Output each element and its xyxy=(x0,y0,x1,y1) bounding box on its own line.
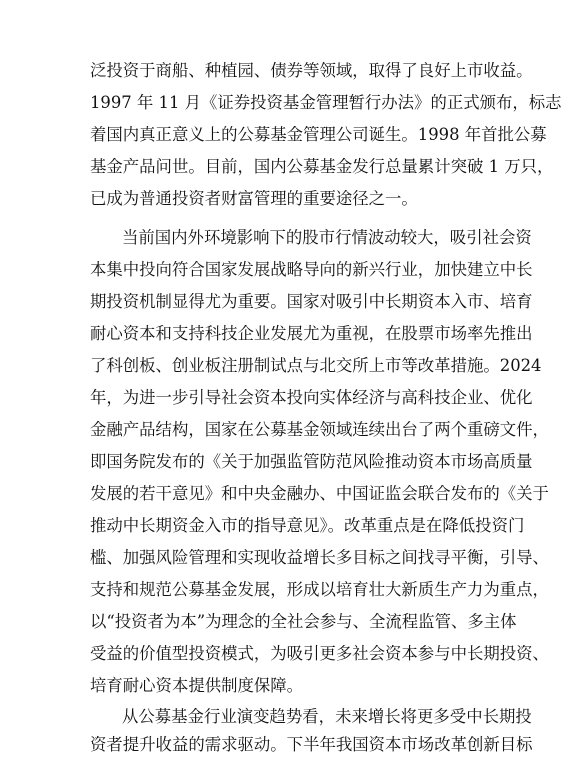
paragraph-line: 年，为进一步引导社会资本投向实体经济与高科技企业、优化 xyxy=(90,388,533,407)
paragraph-line: 当前国内外环境影响下的股市行情波动较大，吸引社会资 xyxy=(122,228,532,247)
paragraph-line: 期投资机制显得尤为重要。国家对吸引中长期资本入市、培育 xyxy=(90,292,533,311)
paragraph-line: 从公募基金行业演变趋势看，未来增长将更多受中长期投 xyxy=(122,707,532,726)
paragraph-line: 受益的价值型投资模式，为吸引更多社会资本参与中长期投资、 xyxy=(90,644,549,663)
paragraph-line: 1997 年 11 月《证券投资基金管理暂行办法》的正式颁布，标志 xyxy=(90,93,562,112)
paragraph-line: 槛、加强风险管理和实现收益增长多目标之间找寻平衡，引导、 xyxy=(90,548,549,567)
paragraph-line: 本集中投向符合国家发展战略导向的新兴行业，加快建立中长 xyxy=(90,260,533,279)
paragraph-line: 支持和规范公募基金发展，形成以培育壮大新质生产力为重点， xyxy=(90,580,549,599)
paragraph-line: 以“投资者为本”为理念的全社会参与、全流程监管、多主体 xyxy=(90,612,517,631)
paragraph-line: 推动中长期资金入市的指导意见》。改革重点是在降低投资门 xyxy=(90,516,525,535)
paragraph-line: 耐心资本和支持科技企业发展尤为重视，在股票市场率先推出 xyxy=(90,324,533,343)
paragraph-line: 即国务院发布的《关于加强监管防范风险推动资本市场高质量 xyxy=(90,452,533,471)
paragraph-line: 着国内真正意义上的公募基金管理公司诞生。1998 年首批公募 xyxy=(90,125,547,144)
paragraph-line: 发展的若干意见》和中央金融办、中国证监会联合发布的《关于 xyxy=(90,484,549,503)
paragraph-line: 培育耐心资本提供制度保障。 xyxy=(90,676,304,695)
paragraph-line: 金融产品结构，国家在公募基金领域连续出台了两个重磅文件， xyxy=(90,420,549,439)
paragraph-line: 泛投资于商船、种植园、债券等领域，取得了良好上市收益。 xyxy=(90,61,533,80)
paragraph-line: 了科创板、创业板注册制试点与北交所上市等改革措施。2024 xyxy=(90,356,542,375)
paragraph-line: 已成为普通投资者财富管理的重要途径之一。 xyxy=(90,189,418,208)
paragraph-line: 资者提升收益的需求驱动。下半年我国资本市场改革创新目标 xyxy=(90,735,533,754)
paragraph-line: 基金产品问世。目前，国内公募基金发行总量累计突破 1 万只， xyxy=(90,157,554,176)
